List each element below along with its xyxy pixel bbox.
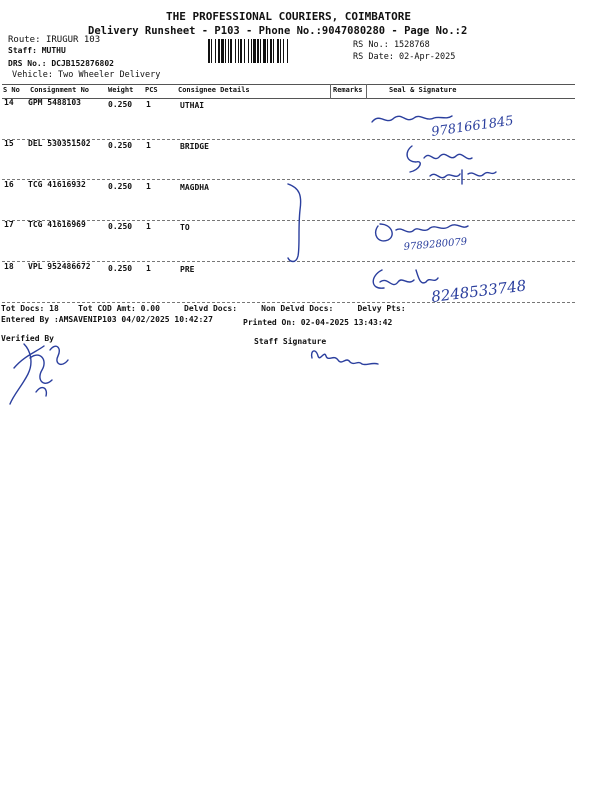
row-consignee: PRE	[180, 265, 195, 274]
row-weight: 0.250	[108, 141, 133, 150]
row-consignment: VPL 952486672	[28, 262, 91, 271]
row-pcs: 1	[146, 141, 151, 150]
row-15-scribble	[430, 170, 496, 184]
col-seal-signature: Seal & Signature	[389, 86, 457, 94]
printed-on: Printed On: 02-04-2025 13:43:42	[243, 318, 393, 327]
row-sno: 16	[4, 180, 14, 189]
verified-signature	[10, 344, 68, 404]
vehicle-line: Vehicle: Two Wheeler Delivery	[12, 70, 161, 80]
drs-label: DRS No.:	[8, 59, 47, 68]
delivery-points: Delvy Pts:	[357, 304, 406, 313]
row-weight: 0.250	[108, 222, 133, 231]
row-pcs: 1	[146, 182, 151, 191]
col-remarks: Remarks	[333, 86, 363, 94]
row-14-phone: 9781661845	[430, 113, 515, 140]
row-pcs: 1	[146, 264, 151, 273]
col-pcs: PCS	[145, 86, 158, 94]
row-sno: 17	[4, 220, 14, 229]
row-14-signature	[372, 116, 452, 122]
total-cod-amount: Tot COD Amt: 0.00	[78, 304, 160, 313]
staff-signature-label: Staff Signature	[254, 337, 327, 346]
staff-value: MUTHU	[41, 46, 66, 55]
rs-date: RS Date: 02-Apr-2025	[353, 52, 456, 62]
row-consignment: TCG 41616969	[28, 220, 86, 229]
col-consignment: Consignment No	[30, 86, 90, 94]
row-weight: 0.250	[108, 182, 133, 191]
delivered-docs: Delvd Docs:	[184, 304, 238, 313]
row-consignee: MAGDHA	[180, 183, 209, 192]
row-consignment: DEL 530351502	[28, 139, 91, 148]
non-delivered-docs: Non Delvd Docs:	[261, 304, 334, 313]
runsheet-title: Delivery Runsheet - P103 - Phone No.:9047080280 - Page No.:2	[88, 25, 468, 37]
entered-by: Entered By :AMSAVENIP103 04/02/2025 10:42:27	[1, 315, 213, 324]
bracket-mark	[288, 184, 301, 262]
col-consignee: Consignee Details	[178, 86, 250, 94]
staff-signature-ink	[312, 351, 378, 365]
col-weight: Weight	[108, 86, 134, 94]
row-consignee: TO	[180, 223, 190, 232]
staff-label: Staff:	[8, 46, 37, 55]
drs-value: DCJB152876802	[51, 59, 114, 68]
row-weight: 0.250	[108, 264, 133, 273]
total-docs: Tot Docs: 18	[1, 304, 59, 313]
row-weight: 0.250	[108, 100, 133, 109]
row-sno: 14	[4, 98, 14, 107]
row-sno: 15	[4, 139, 14, 148]
verified-by-label: Verified By	[1, 334, 54, 343]
row-consignee: BRIDGE	[180, 142, 209, 151]
row-consignment: GPM 5488103	[28, 98, 81, 107]
row-pcs: 1	[146, 222, 151, 231]
row-18-signature	[373, 270, 438, 288]
col-sno: S No	[3, 86, 20, 94]
row-sno: 18	[4, 262, 14, 271]
row-15-signature	[407, 146, 472, 172]
rs-number: RS No.: 1528768	[353, 40, 430, 50]
row-consignee: UTHAI	[180, 101, 205, 110]
row-18-phone: 8248533748	[430, 276, 528, 306]
company-name: THE PROFESSIONAL COURIERS, COIMBATORE	[166, 10, 412, 23]
route-label: Route:	[8, 35, 41, 45]
row-17-phone: 9789280079	[403, 236, 468, 253]
totals-line	[1, 304, 406, 313]
route-value: IRUGUR 103	[45, 35, 101, 45]
row-pcs: 1	[146, 100, 151, 109]
row-consignment: TCG 41616932	[28, 180, 86, 189]
